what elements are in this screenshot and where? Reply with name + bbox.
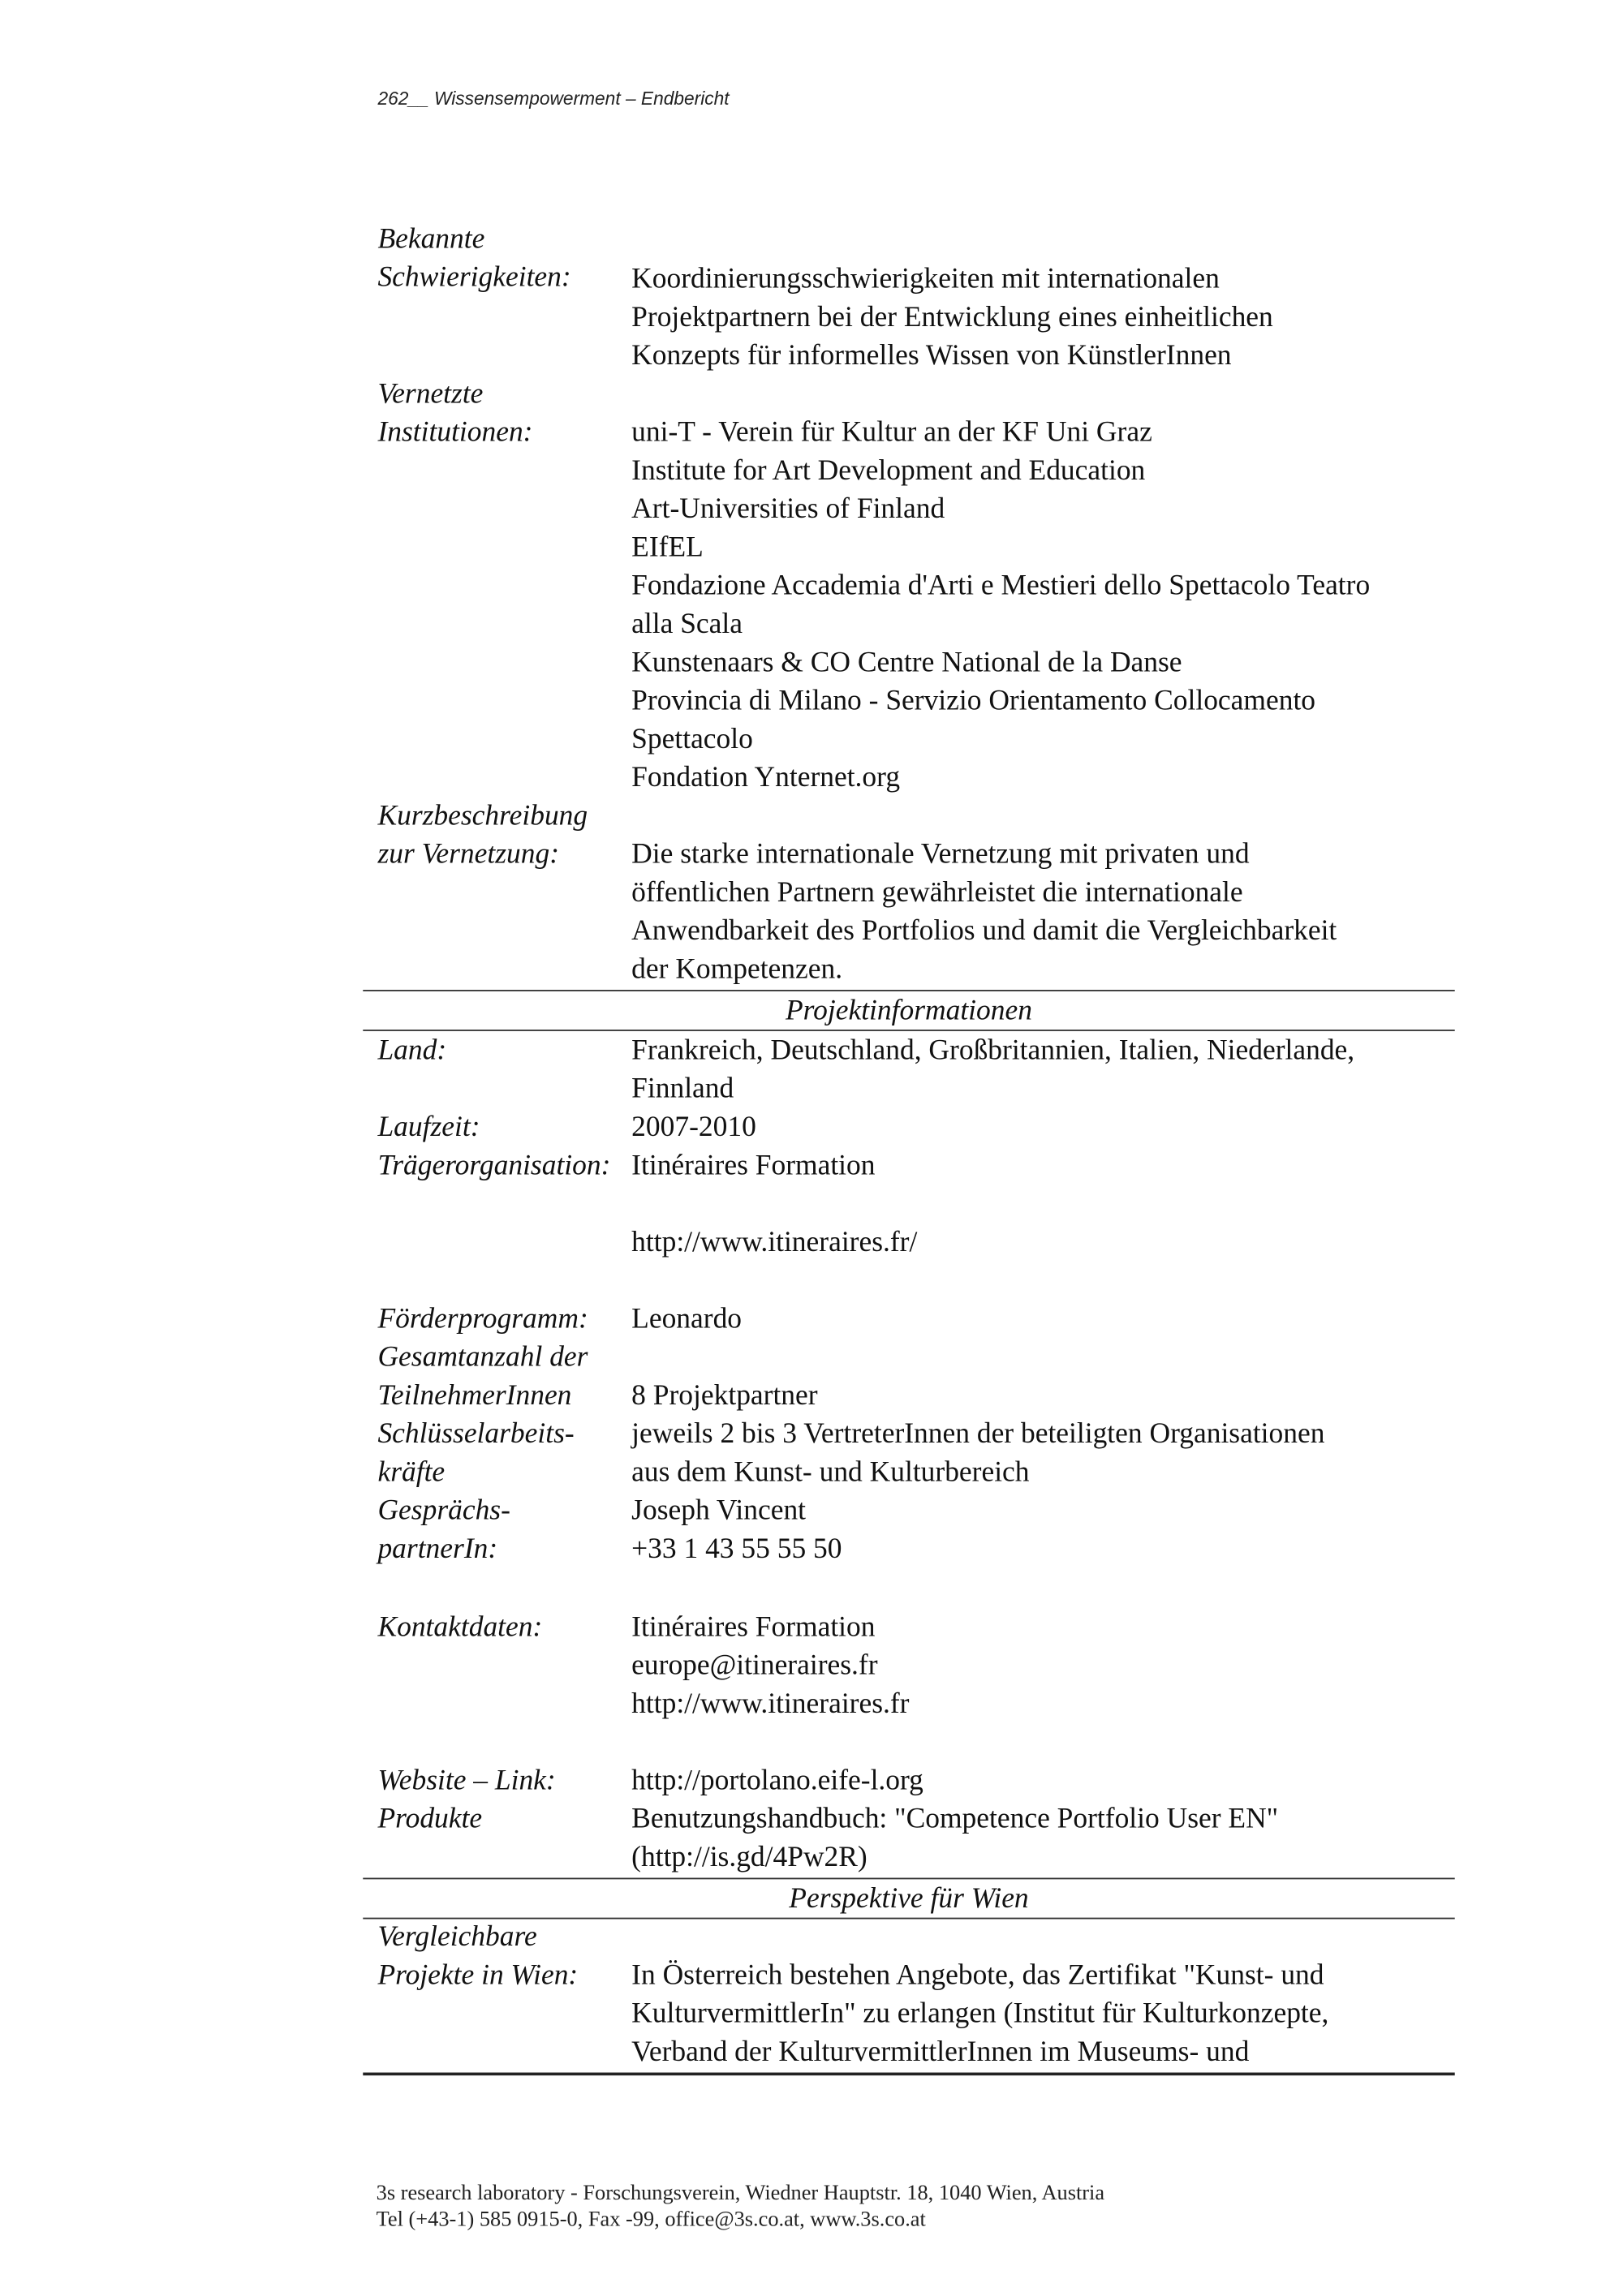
perspektive-line: Verband der KulturvermittlerInnen im Museums- und bbox=[631, 2036, 1250, 2069]
institution-line: uni-T - Verein für Kultur an der KF Uni Graz bbox=[631, 417, 1152, 449]
section-rule bbox=[363, 1030, 1454, 1031]
institution-line: Kunstenaars & CO Centre National de la Danse bbox=[631, 647, 1182, 679]
label-produkte: Produkte bbox=[377, 1804, 483, 1835]
gesamtanzahl-value: 8 Projektpartner bbox=[631, 1380, 818, 1412]
laufzeit-value: 2007-2010 bbox=[631, 1111, 756, 1144]
section-heading-projektinformationen: Projektinformationen bbox=[786, 995, 1032, 1027]
table-bottom-rule bbox=[363, 2073, 1454, 2076]
section-heading-perspektive: Perspektive für Wien bbox=[789, 1883, 1029, 1915]
label-institutionen-1: Vernetzte bbox=[377, 379, 484, 411]
schluesselarbeitskraefte-value: aus dem Kunst- und Kulturbereich bbox=[631, 1457, 1030, 1489]
kurzbeschreibung-line: der Kompetenzen. bbox=[631, 954, 843, 986]
label-gesamtanzahl-1: Gesamtanzahl der bbox=[377, 1342, 588, 1374]
label-vergleichbare-1: Vergleichbare bbox=[377, 1922, 537, 1954]
schluesselarbeitskraefte-value: jeweils 2 bis 3 VertreterInnen der beteiligten Organisationen bbox=[631, 1419, 1325, 1451]
land-value: Frankreich, Deutschland, Großbritannien, Italien, Niederlande, bbox=[631, 1035, 1355, 1067]
kurzbeschreibung-line: öffentlichen Partnern gewährleistet die internationale bbox=[631, 877, 1243, 909]
gespraechspartner-phone: +33 1 43 55 55 50 bbox=[631, 1533, 842, 1566]
gespraechspartner-name: Joseph Vincent bbox=[631, 1495, 807, 1527]
label-foerderprogramm: Förderprogramm: bbox=[377, 1304, 588, 1335]
label-website: Website – Link: bbox=[377, 1765, 556, 1797]
website-link: http://portolano.eife-l.org bbox=[631, 1765, 923, 1797]
kontakt-url: http://www.itineraires.fr bbox=[631, 1688, 910, 1720]
label-land: Land: bbox=[377, 1035, 447, 1067]
institution-line: Fondation Ynternet.org bbox=[631, 762, 901, 794]
traeger-url: http://www.itineraires.fr/ bbox=[631, 1227, 918, 1258]
institution-line: Art-Universities of Finland bbox=[631, 494, 945, 526]
foerderprogramm-value: Leonardo bbox=[631, 1304, 743, 1335]
institution-line: EIfEL bbox=[631, 532, 704, 564]
label-schluesselarbeitskraefte-1: Schlüsselarbeits- bbox=[377, 1419, 575, 1451]
label-kurzbeschreibung-1: Kurzbeschreibung bbox=[377, 801, 588, 832]
institution-line: Spettacolo bbox=[631, 724, 753, 755]
section-rule bbox=[363, 1878, 1454, 1880]
institution-line: Provincia di Milano - Servizio Orientamento Collocamento bbox=[631, 686, 1316, 717]
perspektive-line: In Österreich bestehen Angebote, das Zertifikat "Kunst- und bbox=[631, 1960, 1324, 1992]
label-schluesselarbeitskraefte-2: kräfte bbox=[377, 1457, 446, 1489]
label-schwierigkeiten-1: Bekannte bbox=[377, 224, 485, 256]
kurzbeschreibung-line: Anwendbarkeit des Portfolios und damit die Vergleichbarkeit bbox=[631, 916, 1337, 948]
kontakt-email: europe@itineraires.fr bbox=[631, 1650, 878, 1682]
label-gespraechspartner-1: Gesprächs- bbox=[377, 1495, 510, 1527]
running-head: 262__ Wissensempowerment – Endbericht bbox=[377, 88, 730, 110]
label-kurzbeschreibung-2: zur Vernetzung: bbox=[377, 839, 560, 871]
institution-line: Institute for Art Development and Education bbox=[631, 455, 1146, 487]
footer-contact: Tel (+43-1) 585 0915-0, Fax -99, office@3s.co.at, www.3s.co.at bbox=[376, 2208, 926, 2232]
perspektive-line: KulturvermittlerIn" zu erlangen (Institut für Kulturkonzepte, bbox=[631, 1998, 1329, 2030]
label-vergleichbare-2: Projekte in Wien: bbox=[377, 1960, 579, 1992]
traegerorganisation-value: Itinéraires Formation bbox=[631, 1150, 876, 1182]
schwierigkeiten-line: Projektpartnern bei der Entwicklung eines einheitlichen bbox=[631, 302, 1273, 333]
label-schwierigkeiten-2: Schwierigkeiten: bbox=[377, 262, 571, 294]
kurzbeschreibung-line: Die starke internationale Vernetzung mit privaten und bbox=[631, 839, 1250, 871]
schwierigkeiten-line: Koordinierungsschwierigkeiten mit internationalen bbox=[631, 264, 1220, 295]
section-rule bbox=[363, 990, 1454, 991]
land-value: Finnland bbox=[631, 1073, 734, 1105]
produkte-line: Benutzungshandbuch: "Competence Portfolio User EN" bbox=[631, 1804, 1279, 1835]
label-laufzeit: Laufzeit: bbox=[377, 1111, 480, 1144]
label-traegerorganisation: Trägerorganisation: bbox=[377, 1150, 611, 1182]
label-gespraechspartner-2: partnerIn: bbox=[377, 1533, 498, 1566]
institution-line: alla Scala bbox=[631, 608, 743, 641]
label-kontaktdaten: Kontaktdaten: bbox=[377, 1612, 543, 1644]
produkte-line: (http://is.gd/4Pw2R) bbox=[631, 1842, 867, 1874]
label-gesamtanzahl-2: TeilnehmerInnen bbox=[377, 1380, 572, 1412]
institution-line: Fondazione Accademia d'Arti e Mestieri dello Spettacolo Teatro bbox=[631, 570, 1371, 602]
schwierigkeiten-line: Konzepts für informelles Wissen von KünstlerInnen bbox=[631, 340, 1232, 372]
footer-address: 3s research laboratory - Forschungsverein, Wiedner Hauptstr. 18, 1040 Wien, Austria bbox=[376, 2182, 1105, 2206]
label-institutionen-2: Institutionen: bbox=[377, 417, 533, 449]
kontakt-line: Itinéraires Formation bbox=[631, 1612, 876, 1644]
